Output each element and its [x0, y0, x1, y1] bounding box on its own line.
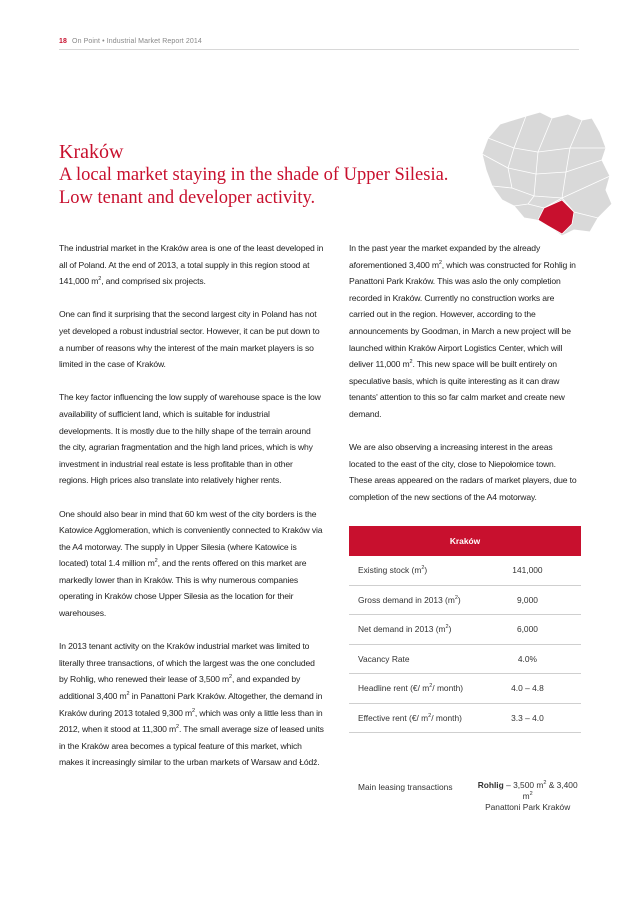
paragraph: In 2013 tenant activity on the Kraków industrial market was limited to literally three transactions, of which the largest was the one concluded by Rohlig, who renewed their lease of 3,500 $m^2$, and expanded by additional 3,400 $m^2$ in Panattoni Park Kraków. Altogether, the demand in Kraków during 2013 totaled 9,300 $m^2$, which was only a little less than in 2012, when it stood at 11,300 $m^2$. The small average size of leased units in the Kraków area becomes a typical feature of this market, which makes it increasingly similar to the urban markets of Warsaw and Łódź.	[59, 641, 324, 768]
row-value: 9,000	[516, 594, 538, 605]
leasing-detail: – 3,500 $m^2$ & 3,400 $m^2$	[503, 780, 578, 801]
publication-title: On Point • Industrial Market Report 2014	[72, 38, 202, 45]
table-row	[349, 615, 581, 645]
leasing-location: Panattoni Park Kraków	[485, 802, 571, 812]
row-value: 4.0%	[517, 653, 537, 664]
table-row	[349, 645, 581, 675]
table-row	[349, 586, 581, 616]
table-header: Kraków	[349, 526, 581, 556]
paragraph: We are also observing a increasing interest in the areas located to the east of the city, close to Niepołomice town. These areas appeared on the radars of market players, due to completion of the new sections of the A4 motorway.	[349, 442, 577, 502]
page-number: 18	[59, 38, 67, 45]
row-label: Existing stock $(m^2)$	[358, 565, 428, 576]
leasing-label: Main leasing transactions	[358, 782, 453, 792]
row-label: Effective rent (€/ $m^2/$ month)	[358, 712, 462, 723]
row-label: Gross demand in 2013 $(m^2)$	[358, 594, 461, 605]
row-value: 141,000	[512, 565, 543, 576]
row-label: Vacancy Rate	[358, 653, 410, 664]
poland-map-icon	[478, 108, 618, 240]
paragraph: In the past year the market expanded by the already aforementioned 3,400 $m^2$, which was constructed for Rohlig in Panattoni Park Kraków. This was aslo the only completion recorded in Kraków. Currently no construction works are carried out in the region. However, according to the announcements by Goodman, in March a new project will be launched within Kraków Airport Logistics Center, which will deliver 11,000 $m^2$. This new space will be built entirely on speculative basis, which is quite interesting as it can draw tenants' attention to this so far calm market and create new demand.	[349, 243, 576, 419]
paragraph: The key factor influencing the low supply of warehouse space is the low availability of sufficient land, which is suitable for industrial developments. It is mostly due to the hilly shape of the terrain around the city, agrarian fragmentation and the high land prices, which is why investment in industrial real estate is less profitable than in other regions. High prices also translate into relatively higher rents.	[59, 392, 321, 486]
table-row	[349, 674, 581, 704]
paragraph: One can find it surprising that the second largest city in Poland has not yet developed a robust industrial sector. However, it can be put down to a number of reasons why the interest of the main market players is so limited in the case of Kraków.	[59, 309, 320, 370]
leasing-transactions-row	[349, 780, 581, 813]
leasing-tenant: Rohlig	[477, 780, 504, 790]
title-subtitle: A local market staying in the shade of Upper Silesia. Low tenant and developer activity.	[59, 165, 449, 208]
row-value: 3.3 – 4.0	[511, 712, 544, 723]
page-header	[59, 38, 202, 45]
table-row	[349, 556, 581, 586]
row-label: Net demand in 2013 $(m^2)$	[358, 624, 452, 635]
right-text-column	[349, 240, 581, 522]
row-value: 4.0 – 4.8	[511, 683, 544, 694]
table-row	[349, 704, 581, 734]
title-city: Kraków	[59, 141, 124, 163]
paragraph: The industrial market in the Kraków area is one of the least developed in all of Poland. At the end of 2013, a total supply in this region stood at 141,000 $m^2$, and comprised six projects.	[59, 243, 324, 287]
paragraph: One should also bear in mind that 60 km west of the city borders is the Katowice Agglomeration, which is conveniently connected to Kraków via the A4 motorway. The supply in Upper Silesia (where Katowice is located) total 1.4 million $m^2$, and the rents offered on this market are markedly lower than in Kraków. This is why numerous companies operating in Kraków chose Upper Silesia as the location for their warehouses.	[59, 508, 323, 619]
page-title	[59, 140, 479, 210]
row-value: 6,000	[516, 624, 538, 635]
left-text-column	[59, 240, 324, 788]
market-data-table	[349, 526, 581, 813]
leasing-value	[474, 780, 581, 813]
header-divider	[59, 49, 579, 50]
row-label: Headline rent (€/ $m^2/$ month)	[358, 683, 464, 694]
